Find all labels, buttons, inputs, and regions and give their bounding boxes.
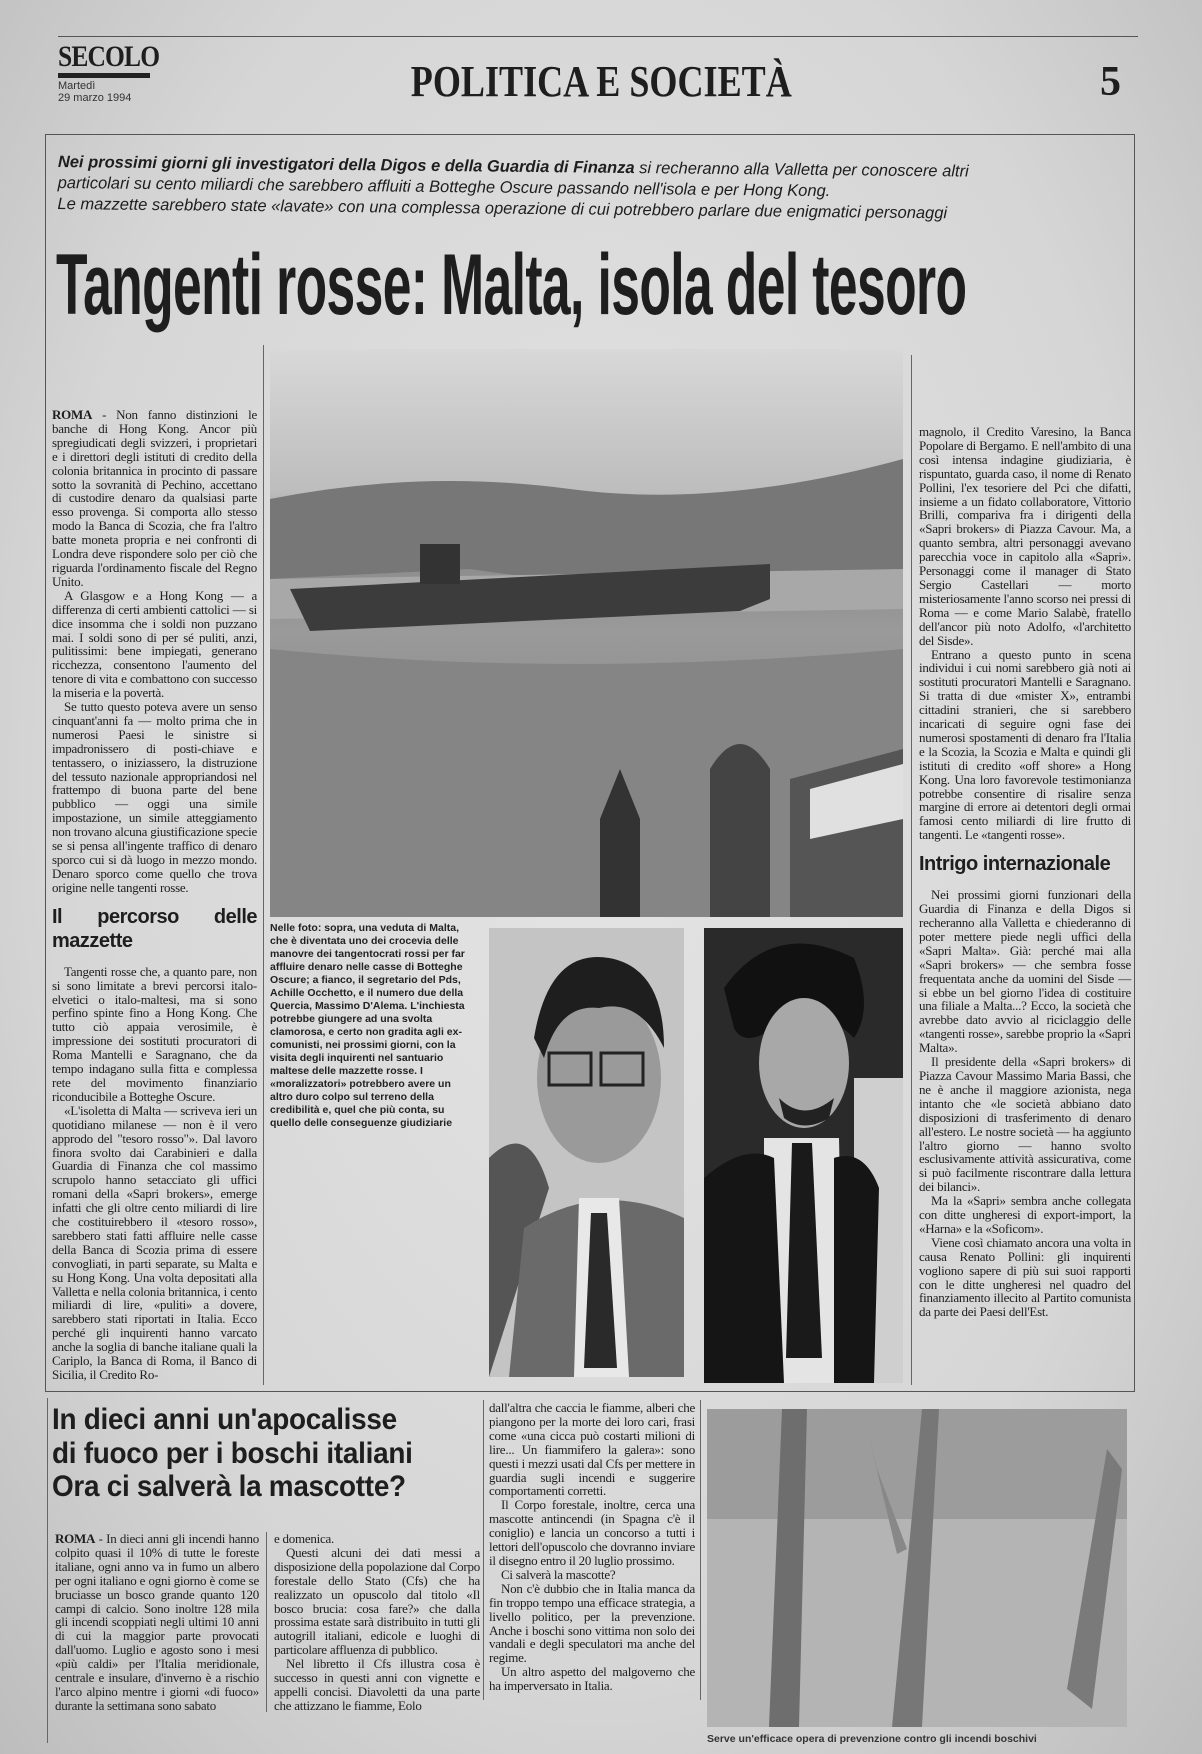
deck-bold: Nei prossimi giorni gli investigatori della Digos e della Guardia di Finanza bbox=[57, 152, 635, 178]
dateline: ROMA bbox=[52, 407, 93, 422]
right-column bbox=[919, 425, 1131, 1319]
paragraph: Entrano a questo punto in scena individui i cui nomi sarebbero già noti ai sostituti procuratori Mantelli e Saragnano. Si tratta di due «mister X», entrambi cittadini stranieri, che si sarebbero incaricati di seguire ogni fase dei numerosi spostamenti di denaro fra l'Italia e la Scozia, la Scozia e Malta e quindi gli istituti di credito «off shore» a Hong Kong. Una loro favorevole testimonianza potrebbe consentire di risalire senza margine di errore ai detentori degli ormai famosi cento miliardi di lire frutto di tangenti. Le «tangenti rosse». bbox=[919, 646, 1131, 843]
masthead-logo: SECOLO bbox=[58, 40, 160, 73]
headline-line: Ora ci salverà la mascotte? bbox=[52, 1470, 406, 1503]
paragraph: e domenica. bbox=[274, 1531, 335, 1546]
column-rule bbox=[266, 1532, 267, 1712]
paragraph: Nei prossimi giorni funzionari della Guardia di Finanza e della Digos si recheranno alla Valletta e chiederanno di poter mettere piede negli uffici della «Sapri Malta». Già: perché mai alla «Sapri brokers» — che sembra fosse frequentata anche da uomini del Sisde — si ebbe un bel giorno l'idea di costituire una filiale a Malta...? Ecco, la società che avrebbe dato avvio al riciclaggio delle «tangenti rosse», sarebbe proprio la «Sapri Malta». bbox=[919, 887, 1131, 1056]
issue-weekday: Martedì bbox=[58, 80, 96, 92]
forest-photo bbox=[707, 1409, 1127, 1727]
column-rule bbox=[911, 355, 912, 1385]
second-article-col-1 bbox=[55, 1532, 259, 1713]
paragraph bbox=[55, 1532, 259, 1713]
deck-line-1: si recheranno alla Valletta per conoscere altri bbox=[639, 159, 969, 181]
subheading: Il percorso delle mazzette bbox=[52, 905, 257, 952]
section-title bbox=[0, 56, 1202, 107]
photo-caption: Nelle foto: sopra, una veduta di Malta, che è diventata uno dei crocevia delle manovre dei tangentocrati rossi per far affluire denaro nelle casse di Botteghe Oscure; a fianco, il segretario del Pds, Achille Occhetto, e il numero due della Quercia, Massimo D'Alema. L'inchiesta potrebbe giungere ad una svolta clamorosa, e certo non gradita agli ex-comunisti, nei prossimi giorni, con la visita degli inquirenti nel santuario maltese delle mazzette rosse. I «moralizzatori» potrebbero avere un altro duro colpo sul terreno della credibilità e, quel che più conta, su quello delle conseguenze giudiziarie bbox=[270, 922, 465, 1129]
paragraph: Il presidente della «Sapri brokers» di Piazza Cavour Massimo Maria Bassi, che ne è anche il maggiore azionista, nega intanto che «le società abbiano dato disposizioni di trasferimento di denaro all'estero. Le nostre società — ha aggiunto l'altro giorno — hanno svolto esclusivamente attività assicurativa, come si può facilmente riscontrare dalla lettura dei bilanci». bbox=[919, 1054, 1131, 1195]
paragraph-text: - In dieci anni gli incendi hanno colpito quasi il 10% di tutte le foreste italiane, ogni anno va in fumo un albero per ogni italiano e ogni giorno è come se bruciasse un bosco grande quanto 120 campi di calcio. Sono inoltre 128 mila gli incendi scoppiati negli ultimi 10 anni di cui la maggior parte provocati dall'uomo. Luglio e agosto sono i mesi «più caldi» per l'Italia meridionale, centrale e insulare, d'inverno è a rischio l'arco alpino mentre i giorni «di fuoco» durante la settimana sono sabato bbox=[55, 1531, 260, 1713]
forest-image bbox=[707, 1409, 1127, 1727]
paragraph: A Glasgow e a Hong Kong — a differenza di certi ambienti cattolici — si dice insomma che i soldi non puzzano mai. I soldi sono di per sé puliti, anzi, pulitissimi: bene impiegati, generano ricchezza, consentono l'aumento del tenore di vita e combattono con successo la miseria e la povertà. bbox=[52, 587, 257, 701]
paragraph: Il Corpo forestale, inoltre, cerca una mascotte antincendi (in Spagna c'è il coniglio) e lancia un concorso a tutti i lettori dell'opuscolo che dovranno inviare il disegno entro il 20 luglio prossimo. bbox=[489, 1497, 695, 1568]
column-rule bbox=[263, 345, 264, 1385]
deck-line-3: Le mazzette sarebbero state «lavate» con una complessa operazione di cui potrebbero parlare due enigmatici personaggi bbox=[57, 194, 948, 223]
paragraph: Tangenti rosse che, a quanto pare, non si sono limitate a brevi percorsi italo-elvetici o italo-maltesi, ma si sono perfino spinte fino a Hong Kong. Che tutto ciò appaia verosimile, è impressione dei sostituti procuratori di Roma Mantelli e Saragnano, che da tempo indagano sulla fitta e complessa rete del movimento finanziario riconducibile a Botteghe Oscure. bbox=[52, 963, 257, 1104]
left-column bbox=[52, 408, 257, 1382]
main-headline: Tangenti rosse: Malta, isola del tesoro bbox=[56, 237, 967, 333]
paragraph-text: - Non fanno distinzioni le banche di Hong Kong. Ancor più spregiudicati degli svizzeri, i proprietari e i direttori degli istituti di credito della colonia britannica in procinto di passare sotto la sovranità di Pechino, accettano di custodire denaro da qualsiasi parte esso provenga. Si comporta allo stesso modo la Banca di Scozia, che fra l'altro batte moneta propria e nei confronti di Londra deve rispondere solo per ciò che riguarda l'ordinamento fiscale del Regno Unito. bbox=[52, 407, 257, 589]
paragraph: Ma la «Sapri» sembra anche collegata con ditte ungheresi di export-import, la «Harna» e la «Soficom». bbox=[919, 1193, 1131, 1236]
column-rule bbox=[483, 1400, 484, 1700]
headline-line: In dieci anni un'apocalisse bbox=[52, 1403, 397, 1436]
paragraph: «L'isoletta di Malta — scriveva ieri un quotidiano milanese — non è il vero approdo del "tesoro rosso"». Dal lavoro finora svolto dai Carabinieri e dalla Guardia di Finanza che col massimo scrupolo hanno setacciato gli uffici romani della «Sapri brokers», emerge infatti che gli oltre cento miliardi di lire che costituirebbero il «tesoro rosso», sarebbero stati fatti affluire nelle casse della Banca di Scozia prima di essere convogliati, in parti separate, su Malta e su Hong Kong. Una volta depositati alla Valletta e nella colonia britannica, i cento miliardi di lire, «puliti» a dovere, sarebbero stati riportati in Italia. Ecco perché gli inquirenti hanno varcato anche la soglia di banche italiane quali la Cariplo, la Banca di Roma, il Banco di Sicilia, il Credito Ro- bbox=[52, 1102, 257, 1382]
article-deck bbox=[57, 152, 1138, 226]
column-rule bbox=[700, 1400, 701, 1700]
paragraph: Viene così chiamato ancora una volta in causa Renato Pollini: gli inquirenti vogliono sapere di più sui suoi rapporti con le ditte ungheresi nel quadro del finanziamento illecito al Partito comunista da parte dei Paesi dell'Est. bbox=[919, 1234, 1131, 1320]
subheading: Intrigo internazionale bbox=[919, 853, 1111, 876]
header-rule bbox=[58, 36, 1138, 37]
paragraph: magnolo, il Credito Varesino, la Banca Popolare di Bergamo. E nell'ambito di una così intensa indagine giudiziaria, è rispuntato, guarda caso, il nome di Renato Pollini, l'ex tesoriere del Pci che difatti, insieme a un fidato collaboratore, Vittorio Brilli, compariva fra i dirigenti della «Sapri brokers» di Piazza Cavour. Ma, a quanto sembra, altri personaggi avevano parecchia voce in capitolo alla «Sapri». Personaggi come il manager di Stato Sergio Castellari — morto misteriosamente l'anno scorso nei pressi di Roma — e come Mario Salabè, fratello dell'ancor più noto Adolfo, «l'architetto del Sisde». bbox=[919, 424, 1131, 648]
column-rule bbox=[47, 1398, 48, 1743]
paragraph: Non c'è dubbio che in Italia manca da fin troppo tempo una efficace strategia, a livello politico, per la prevenzione. Anche i boschi sono vittima non solo dei vandali e degli speculatori ma anche del regime. bbox=[489, 1580, 695, 1666]
portrait-occhetto-image bbox=[489, 928, 684, 1377]
paragraph: Un altro aspetto del malgoverno che ha imperversato in Italia. bbox=[489, 1664, 695, 1694]
malta-harbour-image bbox=[270, 349, 903, 917]
second-article-col-3 bbox=[489, 1401, 695, 1693]
paragraph: Ci salverà la mascotte? bbox=[501, 1566, 616, 1582]
deck-line-2: particolari su cento miliardi che sarebbero affluiti a Botteghe Oscure passando nell'isola e per Hong Kong. bbox=[57, 173, 831, 201]
paragraph: Questi alcuni dei dati messi a disposizione della popolazione dal Corpo forestale dello Stato (Cfs) che ha realizzato un opuscolo dal titolo «Il bosco brucia: cosa fare?» che dalla prossima estate sarà distribuito in tutti gli autogrill italiani, edicole e luoghi di particolare affluenza di pubblico. bbox=[274, 1544, 480, 1658]
paragraph: dall'altra che caccia le fiamme, alberi che piangono per la morte dei loro cari, frasi come «una cicca può costarti milioni di lire... Un fiammifero la galera»: sono questi i mezzi usati dal Cfs per mettere in guardia sugli incendi e suggerire comportamenti corretti. bbox=[489, 1400, 695, 1499]
page-number: 5 bbox=[1100, 59, 1121, 105]
forest-photo-caption: Serve un'efficace opera di prevenzione contro gli incendi boschivi bbox=[707, 1733, 1037, 1745]
paragraph bbox=[52, 408, 257, 589]
second-headline bbox=[52, 1403, 452, 1504]
dateline: ROMA bbox=[55, 1531, 96, 1546]
portrait-dalema bbox=[704, 928, 903, 1383]
paragraph: Nel libretto il Cfs illustra cosa è successo in questi anni con vignette e appelli concisi. Diavoletti da una parte che attizzano le fiamme, Eolo bbox=[274, 1656, 480, 1713]
portrait-dalema-image bbox=[704, 928, 903, 1383]
issue-date: 29 marzo 1994 bbox=[58, 92, 132, 104]
section-title-text: POLITICA E SOCIETÀ bbox=[410, 57, 792, 106]
paragraph: Se tutto questo poteva avere un senso cinquant'anni fa — molto prima che in numerosi Paesi le sinistre si impadronissero di posti-chiave e tentassero, o iniziassero, la distruzione del tessuto nazionale appropriandosi nel frattempo di buona parte del bene pubblico — oggi una simile impostazione, un simile atteggiamento non trovano alcuna giustificazione specie se si pensa all'ingente traffico di denaro sporco cui si dà luogo in mezzo mondo. Denaro sporco come quello che trova origine nelle tangenti rosse. bbox=[52, 699, 257, 895]
headline-line: di fuoco per i boschi italiani bbox=[52, 1436, 413, 1470]
portrait-occhetto bbox=[489, 928, 684, 1377]
second-article-col-2 bbox=[274, 1532, 480, 1713]
malta-harbour-photo bbox=[270, 349, 903, 917]
